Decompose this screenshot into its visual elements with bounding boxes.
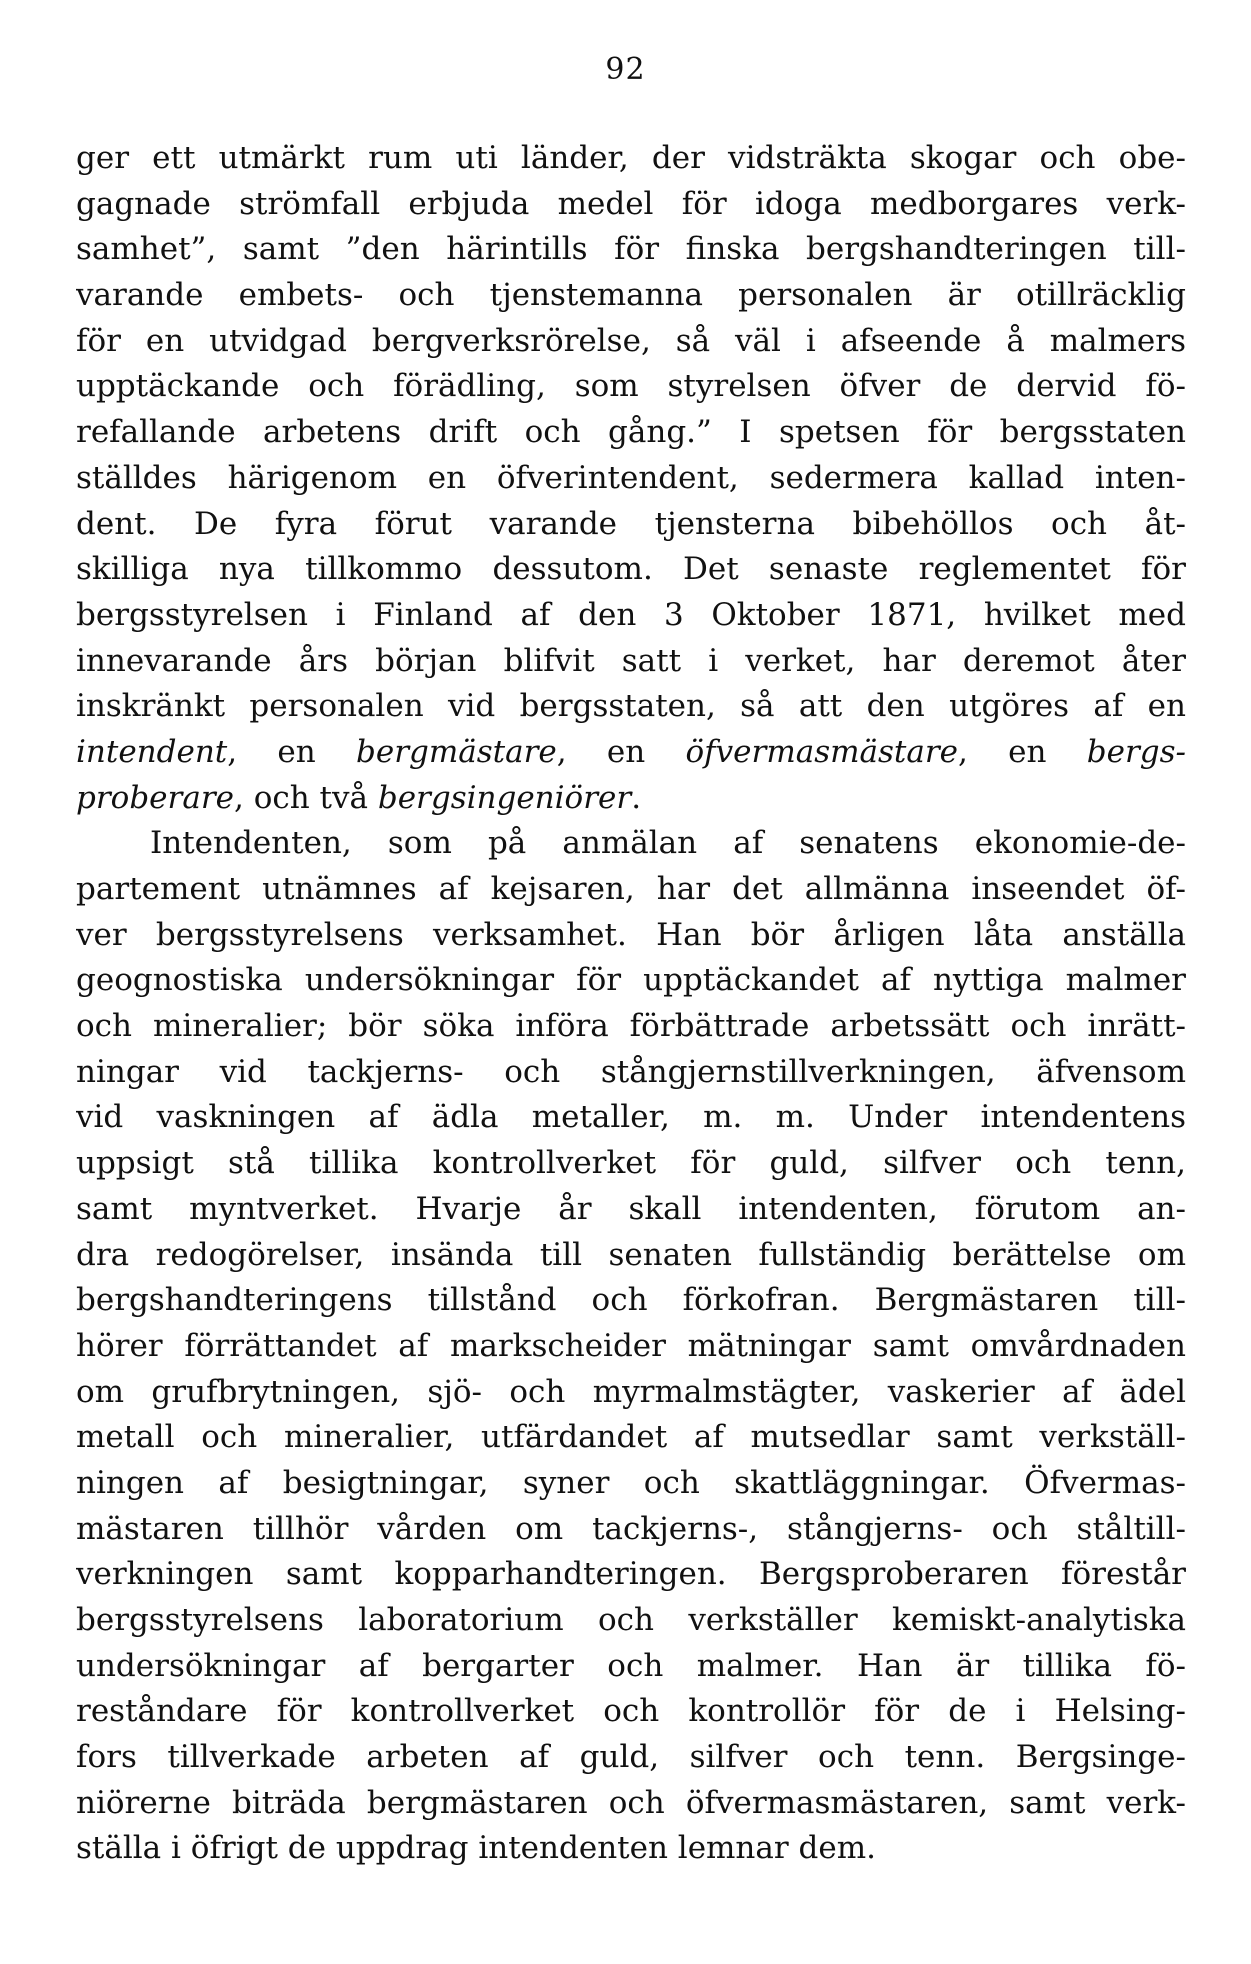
italic-term: bergmästare (356, 733, 557, 770)
text-line: skilliga nya tillkommo dessutom. Det senaste reglementet för (76, 551, 1186, 588)
text-line: ställdes härigenom en öfverintendent, sedermera kallad inten- (76, 459, 1186, 496)
text-line: ningen af besigtningar, syner och skattläggningar. Öfvermas- (76, 1464, 1186, 1501)
text-line: för en utvidgad bergverksrörelse, så väl i afseende å malmers (76, 322, 1186, 359)
text-line-italic-terms (76, 730, 1186, 776)
text-line: och mineralier; bör söka införa förbättrade arbetssätt och inrätt- (76, 1008, 1186, 1045)
text-line: bergshandteringens tillstånd och förkofran. Bergmästaren till- (76, 1282, 1186, 1319)
italic-term: öfvermasmästare (685, 733, 959, 770)
text-fragment: , och två (233, 779, 378, 816)
text-line: varande embets- och tjenstemanna personalen är otillräcklig (76, 277, 1186, 314)
text-line: geognostiska undersökningar för upptäckandet af nyttiga malmer (76, 962, 1186, 999)
text-line: dent. De fyra förut varande tjensterna bibehöllos och åt- (76, 505, 1186, 542)
text-line: ställa i öfrigt de uppdrag intendenten lemnar dem. (76, 1830, 876, 1867)
text-line: ver bergsstyrelsens verksamhet. Han bör årligen låta anställa (76, 916, 1186, 953)
italic-term: bergs- (1086, 733, 1186, 770)
text-line: samt myntverket. Hvarje år skall intendenten, förutom an- (76, 1190, 1186, 1227)
paragraph-start-line: Intendenten, som på anmälan af senatens ekonomie-de- (150, 825, 1186, 862)
text-fragment: , en (227, 733, 357, 770)
page-number: 92 (605, 52, 646, 87)
text-line: dra redogörelser, insända till senaten fullständig berättelse om (76, 1236, 1186, 1273)
text-line: metall och mineralier, utfärdandet af mutsedlar samt verkställ- (76, 1419, 1186, 1456)
text-line-italic-terms (76, 776, 1186, 822)
text-line: samhet”, samt ”den härintills för finska bergshandteringen till- (76, 231, 1186, 268)
italic-term: intendent (76, 733, 228, 770)
text-fragment: , en (556, 733, 686, 770)
text-line: ger ett utmärkt rum uti länder, der vidsträkta skogar och obe- (76, 140, 1186, 176)
text-fragment: . (631, 779, 642, 816)
italic-term: proberare (76, 779, 234, 816)
text-line: vid vaskningen af ädla metaller, m. m. Under intendentens (76, 1099, 1186, 1136)
text-line: undersökningar af bergarter och malmer. Han är tillika fö- (76, 1647, 1186, 1684)
text-line: inskränkt personalen vid bergsstaten, så att den utgöres af en (76, 688, 1186, 725)
text-line: bergsstyrelsens laboratorium och verkställer kemiskt-analytiska (76, 1602, 1186, 1638)
text-line: mästaren tillhör vården om tackjerns-, stångjerns- och ståltill- (76, 1510, 1186, 1547)
text-line: niörerne biträda bergmästaren och öfvermasmästaren, samt verk- (76, 1784, 1186, 1821)
text-line: reståndare för kontrollverket och kontrollör för de i Helsing- (76, 1693, 1186, 1730)
text-line: fors tillverkade arbeten af guld, silfver och tenn. Bergsinge- (76, 1739, 1186, 1776)
body-text (76, 136, 1186, 1872)
text-line: gagnade strömfall erbjuda medel för idoga medborgares verk- (76, 185, 1186, 222)
text-line: bergsstyrelsen i Finland af den 3 Oktober 1871, hvilket med (76, 596, 1186, 633)
text-line: upptäckande och förädling, som styrelsen öfver de dervid fö- (76, 368, 1186, 405)
text-line: ningar vid tackjerns- och stångjernstillverkningen, äfvensom (76, 1053, 1186, 1090)
text-line: refallande arbetens drift och gång.” I spetsen för bergsstaten (76, 414, 1186, 451)
text-line: innevarande års början blifvit satt i verket, har deremot åter (76, 642, 1186, 679)
text-fragment: , en (958, 733, 1087, 770)
italic-term: bergsingeniörer (377, 779, 632, 816)
text-line: uppsigt stå tillika kontrollverket för guld, silfver och tenn, (76, 1145, 1186, 1182)
text-line: verkningen samt kopparhandteringen. Bergsproberaren förestår (76, 1556, 1186, 1593)
text-line: om grufbrytningen, sjö- och myrmalmstägter, vaskerier af ädel (76, 1373, 1186, 1410)
text-line: partement utnämnes af kejsaren, har det allmänna inseendet öf- (76, 871, 1186, 907)
text-line: hörer förrättandet af markscheider mätningar samt omvårdnaden (76, 1327, 1186, 1364)
